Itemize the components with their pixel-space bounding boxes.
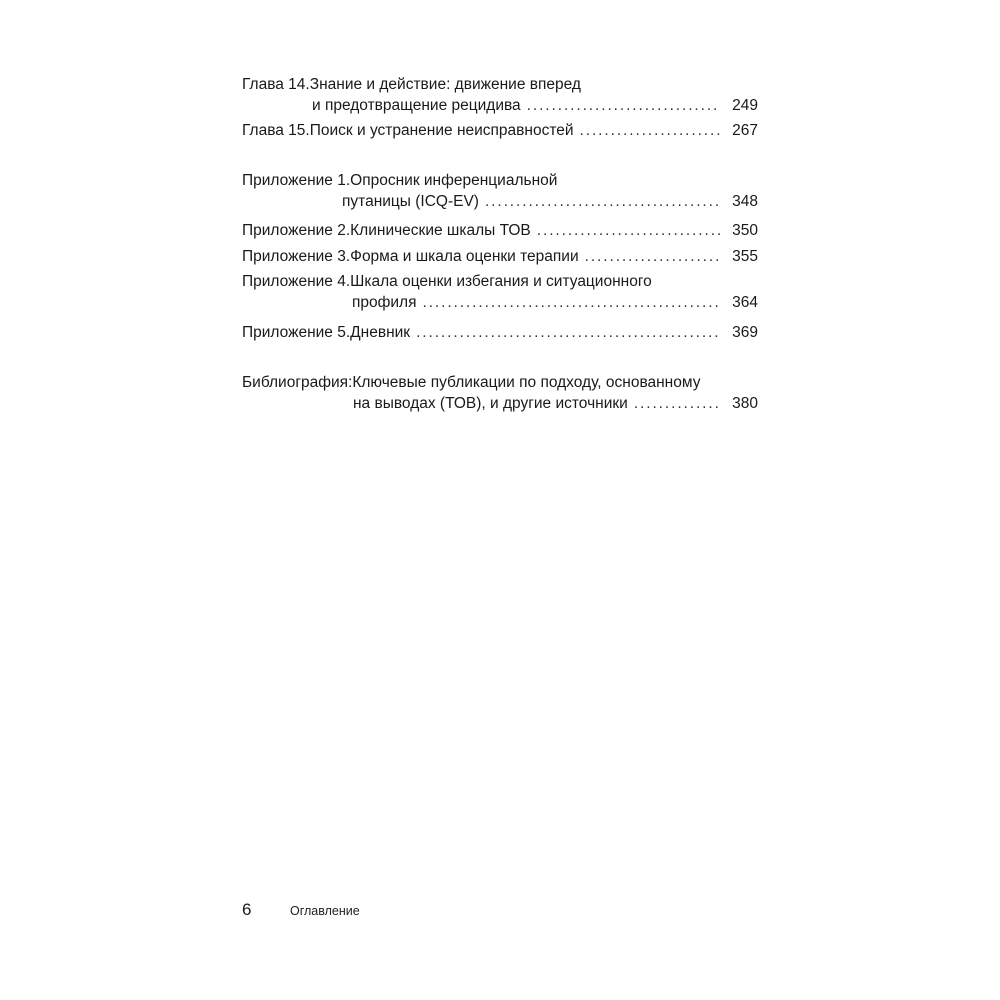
toc-entry-chapter-15[interactable]	[242, 120, 758, 141]
toc-entry-appendix-5[interactable]	[242, 322, 758, 343]
toc-entry-appendix-4[interactable]	[242, 271, 758, 313]
toc-entry-page-number: 348	[732, 193, 758, 210]
toc-entry-title-line1: Шкала оценки избегания и ситуационного	[350, 273, 652, 290]
dot-leader	[422, 292, 720, 313]
toc-entry-title-line2: и предотвращение рецидива	[312, 97, 521, 114]
toc-entry-title-line1: Ключевые публикации по подходу, основанному	[352, 374, 701, 391]
toc-entry-page-number: 355	[732, 248, 758, 265]
page-footer	[242, 900, 360, 920]
toc-entry-bibliography[interactable]	[242, 372, 758, 414]
dot-leader	[580, 120, 720, 141]
toc-entry-appendix-1[interactable]	[242, 170, 758, 212]
dot-leader	[585, 246, 720, 267]
toc-entry-title: Клинические шкалы ТОВ	[350, 222, 531, 239]
toc-entry-title-line2: профиля	[352, 294, 417, 311]
dot-leader	[634, 393, 720, 414]
toc-entry-prefix: Глава 14.	[242, 76, 310, 93]
dot-leader	[416, 322, 720, 343]
toc-entry-page-number: 267	[732, 122, 758, 139]
toc-entry-title-line1: Опросник инференциальной	[350, 172, 558, 189]
dot-leader	[485, 191, 720, 212]
toc-entry-page-number: 369	[732, 324, 758, 341]
toc-entry-title: Дневник	[350, 324, 411, 341]
toc-entry-prefix: Приложение 1.	[242, 172, 351, 189]
toc-entry-title: Форма и шкала оценки терапии	[350, 248, 579, 265]
toc-entry-prefix: Приложение 3.	[242, 248, 351, 265]
toc-entry-prefix: Глава 15.	[242, 122, 310, 139]
toc-entry-chapter-14[interactable]	[242, 74, 758, 116]
toc-entry-title-line2: на выводах (ТОВ), и другие источники	[353, 395, 628, 412]
toc-entry-title: Поиск и устранение неисправностей	[309, 122, 574, 139]
table-of-contents	[242, 74, 758, 414]
toc-entry-prefix: Приложение 5.	[242, 324, 351, 341]
toc-entry-page-number: 350	[732, 222, 758, 239]
toc-entry-page-number: 364	[732, 294, 758, 311]
footer-page-number: 6	[242, 900, 252, 919]
toc-entry-title-line2: путаницы (ICQ-EV)	[342, 193, 479, 210]
toc-entry-title-line1: Знание и действие: движение вперед	[309, 76, 581, 93]
dot-leader	[537, 220, 720, 241]
footer-running-title: Оглавление	[290, 904, 360, 918]
toc-entry-prefix: Приложение 4.	[242, 273, 351, 290]
toc-entry-appendix-3[interactable]	[242, 246, 758, 267]
toc-entry-page-number: 249	[732, 97, 758, 114]
toc-entry-prefix: Библиография:	[242, 374, 353, 391]
dot-leader	[527, 95, 720, 116]
toc-entry-prefix: Приложение 2.	[242, 222, 351, 239]
toc-entry-appendix-2[interactable]	[242, 220, 758, 241]
toc-entry-page-number: 380	[732, 395, 758, 412]
